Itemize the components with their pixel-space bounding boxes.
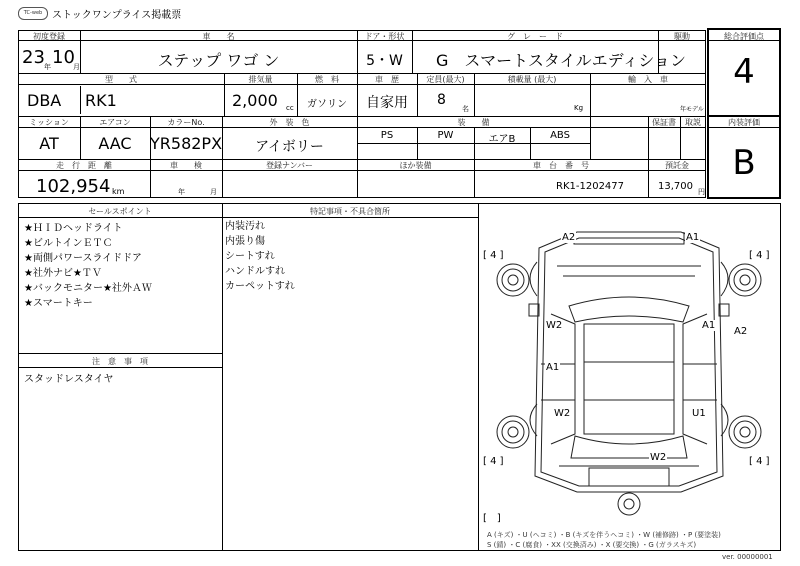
remark-item: カーペットすれ (225, 281, 295, 292)
sales-point-item: ★社外ナビ★ＴＶ (24, 268, 102, 279)
tire-label-rear-left: [ 4 ] (483, 456, 504, 467)
label-equipment: 装 備 (457, 118, 490, 127)
equipment-airbag: エアB (488, 134, 516, 145)
label-fuel: 燃 料 (315, 75, 339, 84)
displacement: 2,000 (232, 91, 278, 110)
load-unit: Kg (574, 104, 584, 112)
label-exterior-color: 外 装 色 (269, 118, 310, 127)
inspection-month-unit: 月 (210, 188, 217, 196)
capacity: 8 (437, 92, 446, 108)
remark-item: ハンドルすれ (225, 266, 285, 277)
label-chassis-no: 車 台 番 号 (533, 161, 589, 170)
door-shape: 5・W (366, 53, 403, 69)
remark-item: シートすれ (225, 251, 275, 262)
label-cautions: 注 意 事 項 (92, 357, 148, 366)
label-aircon: エアコン (99, 118, 131, 127)
fuel: ガソリン (307, 99, 347, 110)
logo: TC-web (18, 7, 48, 20)
damage-mark: W2 (546, 320, 563, 331)
first-reg-year-unit: 年 (44, 63, 51, 71)
label-plate: 登録ナンバー (265, 161, 314, 170)
damage-mark: W2 (554, 408, 571, 419)
label-drive: 駆動 (674, 32, 690, 41)
equipment-pw: PW (437, 130, 454, 141)
version-label: ver. 00000001 (722, 553, 773, 561)
sales-point-item: ★両側パワースライドドア (24, 253, 142, 264)
damage-legend-2: S (錆) ・C (腐食) ・XX (交換済み) ・X (要交換) ・G (ガラスキズ) (487, 541, 697, 549)
label-other-equipment: ほか装備 (399, 161, 432, 170)
exterior-color: アイボリー (255, 139, 324, 155)
mission: AT (39, 134, 59, 153)
label-manual: 取説 (685, 118, 701, 127)
damage-mark: A2 (562, 232, 576, 243)
label-history: 車 歴 (375, 75, 399, 84)
damage-legend-1: A (キズ) ・U (ヘコミ) ・B (キズを伴うヘコミ) ・W (補修跡) ・P (要塗装) (487, 531, 721, 539)
damage-mark: A1 (686, 232, 700, 243)
label-mission: ミッション (29, 118, 69, 127)
color-no: YR582PX (150, 134, 223, 153)
car-diagram (479, 204, 780, 550)
import-unit: 年モデル (680, 106, 704, 113)
label-model: 型 式 (105, 75, 137, 84)
label-first-reg: 初度登録 (33, 32, 65, 41)
capacity-unit: 名 (462, 105, 469, 113)
caution-item: スタッドレスタイヤ (24, 374, 114, 385)
label-color-no: カラーNo. (167, 118, 205, 127)
inspection-year-unit: 年 (178, 188, 185, 196)
first-reg-month-unit: 月 (73, 63, 80, 71)
displacement-unit: cc (286, 104, 294, 112)
damage-mark: A2 (734, 326, 748, 337)
tire-label-front-left: [ 4 ] (483, 250, 504, 261)
first-reg-month: 10 (52, 47, 75, 68)
model-prefix: DBA (27, 91, 62, 110)
label-door-shape: ドア・形状 (364, 32, 405, 41)
mileage: 102,954 (36, 176, 111, 197)
sales-points-list (24, 221, 152, 311)
damage-mark: W2 (650, 452, 667, 463)
label-capacity: 定員(最大) (426, 75, 465, 84)
sales-point-item: ★スマートキー (24, 298, 93, 309)
aircon: AAC (98, 134, 132, 153)
model: RK1 (85, 91, 117, 110)
label-inspection: 車 検 (170, 161, 202, 170)
first-reg-year: 23 (22, 47, 45, 68)
sales-point-item: ★バックモニター★社外ＡＷ (24, 283, 152, 294)
label-price: 預託金 (665, 161, 689, 170)
tire-label-rear-right: [ 4 ] (749, 456, 770, 467)
label-overall: 総合評価点 (724, 32, 764, 41)
equipment-abs: ABS (550, 130, 570, 141)
car-name: ステップ ワゴ ン (157, 51, 280, 70)
damage-mark: U1 (692, 408, 706, 419)
label-load: 積載量 (最大) (507, 75, 557, 84)
label-grade: グ レ ー ド (507, 32, 563, 41)
car-outline (479, 204, 780, 550)
damage-mark: A1 (702, 320, 716, 331)
price-unit: 円 (698, 188, 705, 196)
remark-item: 内張り傷 (225, 236, 265, 247)
price: 13,700 (658, 181, 693, 192)
mileage-unit: km (112, 187, 125, 196)
cautions-list (24, 372, 114, 387)
damage-mark: A1 (546, 362, 560, 373)
remarks-list (225, 219, 295, 294)
spare-tire-label: [ ] (483, 513, 501, 524)
label-car-name: 車 名 (202, 32, 235, 41)
chassis-no: RK1-1202477 (556, 181, 625, 192)
label-displacement: 排気量 (248, 75, 273, 84)
label-warranty: 保証書 (652, 118, 676, 127)
sales-point-item: ★ＨＩＤヘッドライト (24, 223, 123, 234)
label-interior: 内装評価 (728, 118, 760, 127)
grade: G スマートスタイルエディション (436, 51, 686, 70)
remark-item: 内装汚れ (225, 221, 265, 232)
overall-score: 4 (733, 52, 755, 92)
equipment-ps: PS (380, 130, 394, 141)
label-sales-points: セールスポイント (88, 207, 152, 216)
label-mileage: 走 行 距 離 (56, 161, 112, 170)
label-import: 輸 入 車 (628, 75, 668, 84)
tire-label-front-right: [ 4 ] (749, 250, 770, 261)
sales-point-item: ★ビルトインＥＴＣ (24, 238, 113, 249)
page-title: ストックワンプライス掲載票 (52, 10, 182, 21)
history: 自家用 (366, 95, 408, 111)
interior-score: B (732, 143, 756, 183)
label-remarks: 特記事項・不具合箇所 (310, 207, 390, 216)
